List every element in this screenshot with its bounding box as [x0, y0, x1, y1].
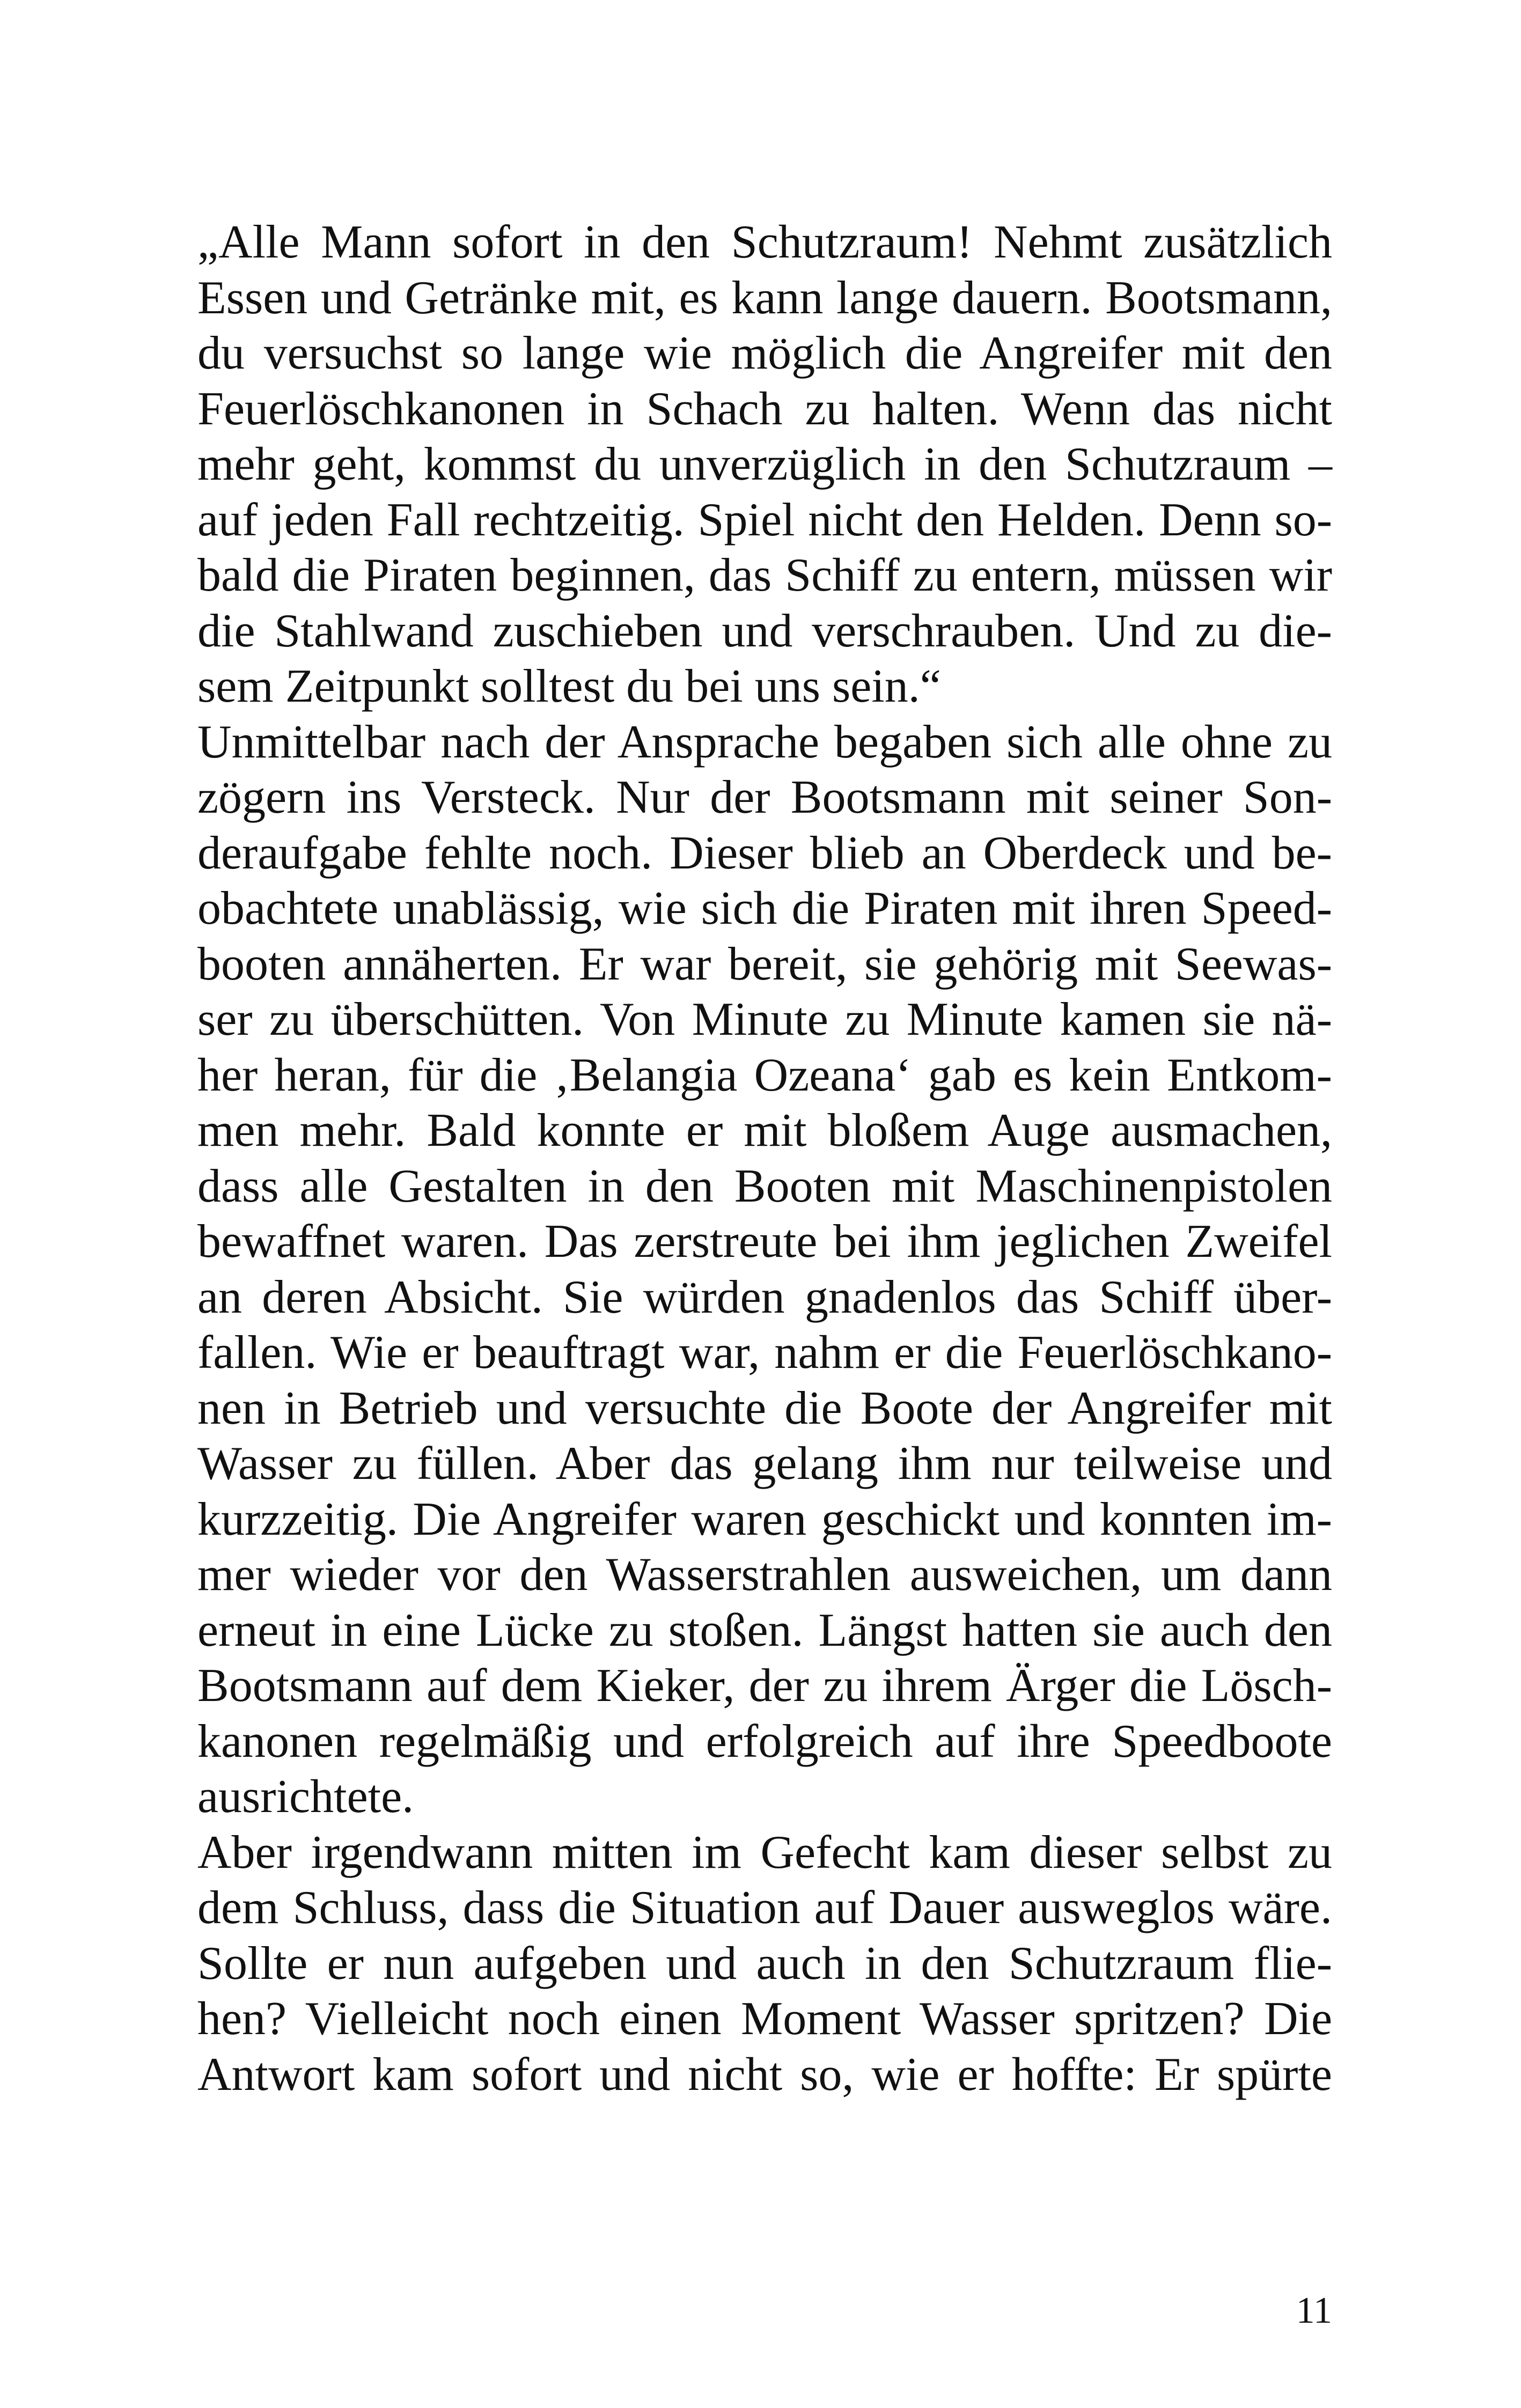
text-line: bald die Piraten beginnen, das Schiff zu entern, müssen wir [197, 549, 1332, 601]
text-line: Wasser zu füllen. Aber das gelang ihm nur teilweise und [197, 1438, 1332, 1490]
text-line: ausrichtete. [197, 1771, 414, 1823]
page-number: 11 [1296, 2290, 1332, 2331]
text-line: mehr geht, kommst du unverzüglich in den Schutzraum – [197, 438, 1332, 490]
text-line: nen in Betrieb und versuchte die Boote der Angreifer mit [197, 1382, 1332, 1434]
text-line: Unmittelbar nach der Ansprache begaben sich alle ohne zu [197, 716, 1332, 768]
text-line: die Stahlwand zuschieben und verschrauben. Und zu die- [197, 605, 1332, 657]
text-line: mer wieder vor den Wasserstrahlen ausweichen, um dann [197, 1549, 1332, 1601]
text-line: zögern ins Versteck. Nur der Bootsmann mit seiner Son- [197, 771, 1332, 823]
text-line: kurzzeitig. Die Angreifer waren geschickt und konnten im- [197, 1493, 1332, 1545]
text-line: fallen. Wie er beauftragt war, nahm er die Feuerlöschkano- [197, 1327, 1332, 1379]
text-line: „Alle Mann sofort in den Schutzraum! Nehmt zusätzlich [197, 216, 1332, 268]
text-line: du versuchst so lange wie möglich die Angreifer mit den [197, 327, 1332, 379]
text-line: kanonen regelmäßig und erfolgreich auf ihre Speedboote [197, 1715, 1332, 1768]
text-line: hen? Vielleicht noch einen Moment Wasser spritzen? Die [197, 1993, 1332, 2045]
text-line: Sollte er nun aufgeben und auch in den Schutzraum flie- [197, 1937, 1332, 1990]
text-line: sem Zeitpunkt solltest du bei uns sein.“ [197, 660, 941, 712]
text-line: obachtete unablässig, wie sich die Piraten mit ihren Speed- [197, 882, 1332, 934]
text-line: dass alle Gestalten in den Booten mit Maschinenpistolen [197, 1160, 1332, 1212]
text-line: erneut in eine Lücke zu stoßen. Längst hatten sie auch den [197, 1604, 1332, 1656]
text-line: ser zu überschütten. Von Minute zu Minute kamen sie nä- [197, 993, 1332, 1045]
text-line: Feuerlöschkanonen in Schach zu halten. Wenn das nicht [197, 382, 1332, 435]
text-line: men mehr. Bald konnte er mit bloßem Auge ausmachen, [197, 1104, 1332, 1157]
text-line: bewaffnet waren. Das zerstreute bei ihm jeglichen Zweifel [197, 1216, 1332, 1268]
text-line: Bootsmann auf dem Kieker, der zu ihrem Ärger die Lösch- [197, 1660, 1332, 1712]
text-line: her heran, für die ‚Belangia Ozeana‘ gab es kein Entkom- [197, 1049, 1332, 1101]
text-line: booten annäherten. Er war bereit, sie gehörig mit Seewas- [197, 938, 1332, 990]
text-line: Antwort kam sofort und nicht so, wie er hoffte: Er spürte [197, 2048, 1332, 2101]
text-line: Essen und Getränke mit, es kann lange dauern. Bootsmann, [197, 271, 1332, 324]
text-line: an deren Absicht. Sie würden gnadenlos das Schiff über- [197, 1271, 1332, 1323]
text-line: dem Schluss, dass die Situation auf Dauer ausweglos wäre. [197, 1882, 1332, 1934]
text-line: deraufgabe fehlte noch. Dieser blieb an Oberdeck und be- [197, 827, 1332, 879]
body-text [197, 215, 1332, 2102]
text-line: auf jeden Fall rechtzeitig. Spiel nicht den Helden. Denn so- [197, 494, 1332, 546]
text-line: Aber irgendwann mitten im Gefecht kam dieser selbst zu [197, 1826, 1332, 1879]
